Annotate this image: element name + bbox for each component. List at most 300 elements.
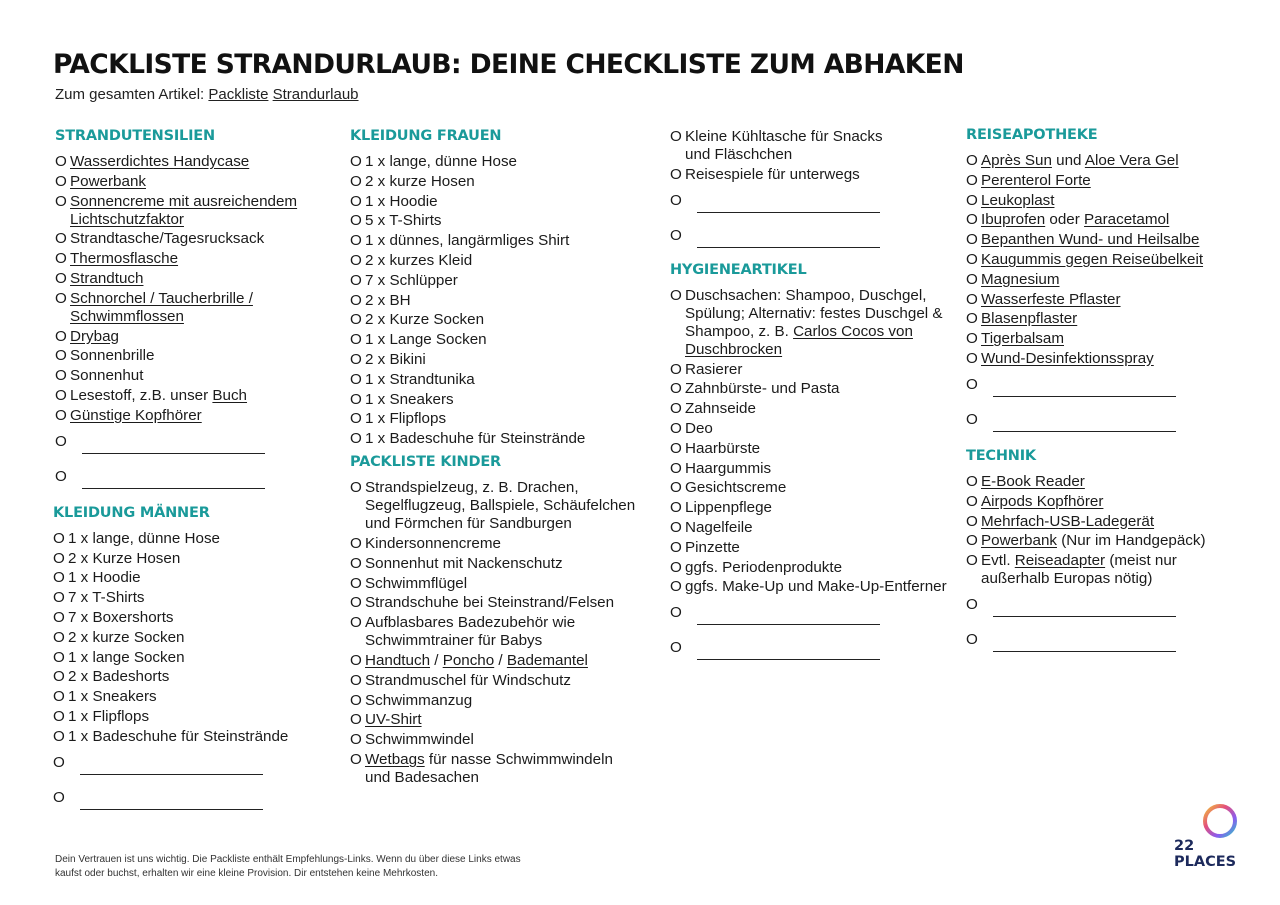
affiliate-link[interactable]: Thermosflasche (70, 250, 179, 268)
checklist-item (55, 367, 317, 385)
checklist-item (350, 232, 640, 250)
checklist-item (350, 351, 640, 369)
checkbox-marker[interactable]: O (350, 554, 362, 572)
checklist-item (350, 292, 640, 310)
write-in-line[interactable] (697, 659, 880, 660)
checklist-item (966, 251, 1226, 269)
checklist-item (55, 347, 317, 365)
affiliate-link[interactable]: Leukoplast (981, 191, 1055, 209)
checkbox-marker[interactable]: O (350, 671, 362, 689)
checklist-item (670, 499, 952, 517)
checkbox-marker[interactable]: O (670, 360, 682, 378)
item-text: / (430, 651, 443, 669)
checklist-item (350, 391, 640, 409)
item-text: / (494, 651, 507, 669)
checklist (55, 153, 317, 489)
affiliate-link[interactable]: Bademantel (506, 651, 588, 669)
item-text: 2 x Kurze Hosen (68, 549, 181, 567)
affiliate-link[interactable]: Après Sun (981, 152, 1052, 169)
affiliate-link[interactable]: Perenterol Forte (981, 171, 1091, 189)
checklist-item (350, 331, 640, 349)
checklist-item (55, 290, 317, 326)
item-text: Kindersonnencreme (365, 534, 501, 552)
item-text: 1 x Hoodie (68, 569, 141, 587)
checkbox-marker[interactable]: O (966, 330, 978, 348)
checkbox-marker[interactable]: O (350, 574, 362, 592)
section-heading: HYGIENEARTIKEL (670, 261, 807, 278)
checklist-item (53, 530, 303, 548)
checklist-item (53, 629, 303, 647)
item-text: ggfs. Periodenprodukte (685, 558, 843, 576)
section-hygieneartikel (670, 262, 970, 661)
item-text: Deo (685, 419, 713, 437)
brand-logo-text (1174, 838, 1236, 870)
checkbox-marker[interactable]: O (670, 286, 682, 304)
checklist-item (350, 410, 640, 428)
checklist-item (966, 350, 1226, 368)
checklist-item (966, 493, 1226, 511)
checklist-item (53, 668, 303, 686)
checkbox-marker[interactable]: O (55, 230, 67, 248)
blank-checklist-line (966, 376, 1226, 397)
column-3 (670, 128, 970, 676)
checklist-item (350, 692, 638, 710)
checkbox-marker[interactable]: O (966, 512, 978, 530)
affiliate-link[interactable]: Wetbags (365, 750, 425, 768)
checklist-item (966, 473, 1226, 491)
checkbox-marker[interactable]: O (350, 311, 362, 329)
checklist-item (55, 270, 317, 288)
checkbox-marker[interactable]: O (966, 152, 978, 169)
write-in-line[interactable] (82, 488, 265, 489)
checkbox-marker[interactable]: O (670, 558, 682, 576)
checkbox-marker[interactable]: O (55, 192, 67, 210)
affiliate-link[interactable]: Schnorchel / Taucherbrille / Schwimmflossen (70, 289, 253, 325)
item-text: Sonnenhut (70, 367, 144, 385)
checkbox-marker[interactable]: O (55, 386, 67, 404)
item-text: Aufblasbares Badezubehör wie Schwimmtrainer für Babys (365, 614, 576, 650)
checklist-item (350, 430, 640, 448)
checklist (53, 530, 303, 810)
checkbox-marker[interactable]: O (55, 367, 67, 385)
item-text: 2 x Badeshorts (68, 668, 170, 686)
checklist-item (53, 589, 303, 607)
checkbox-marker[interactable]: O (670, 639, 682, 657)
checklist-item (670, 361, 952, 379)
checklist (670, 287, 952, 661)
checklist-item (55, 250, 317, 268)
item-text: 1 x Badeschuhe für Steinstrände (68, 727, 289, 745)
column-2 (350, 128, 650, 803)
checkbox-marker[interactable]: O (966, 410, 978, 428)
article-link-strandurlaub[interactable]: Strandurlaub (272, 86, 359, 103)
checkbox-marker[interactable]: O (966, 290, 978, 308)
checklist-item (670, 128, 900, 164)
item-text: 1 x Strandtunika (365, 370, 475, 388)
affiliate-link[interactable]: Mehrfach-USB-Ladegerät (981, 512, 1155, 530)
checkbox-marker[interactable]: O (55, 172, 67, 190)
affiliate-link[interactable]: Powerbank (981, 532, 1057, 550)
checklist-item (670, 559, 952, 577)
item-text: 7 x Schlüpper (365, 271, 458, 289)
article-link-line (55, 86, 359, 103)
item-text: 1 x Lange Socken (365, 331, 487, 349)
affiliate-link[interactable]: Wund-Desinfektionsspray (981, 349, 1154, 367)
item-text: 2 x kurze Hosen (365, 172, 475, 190)
checklist-item (966, 291, 1226, 309)
write-in-line[interactable] (697, 212, 880, 213)
write-in-line[interactable] (993, 651, 1176, 652)
section-reiseapotheke (966, 127, 1266, 432)
checklist (350, 153, 640, 448)
checkbox-marker[interactable]: O (350, 232, 362, 250)
checkbox-marker[interactable]: O (350, 430, 362, 448)
checklist-item (350, 479, 638, 533)
checklist-item (53, 609, 303, 627)
item-text: 5 x T-Shirts (365, 212, 442, 230)
checklist-item (670, 479, 952, 497)
checkbox-marker[interactable]: O (670, 191, 682, 209)
checkbox-marker[interactable]: O (966, 596, 978, 614)
item-text: 1 x Flipflops (68, 707, 150, 725)
affiliate-link[interactable]: Handtuch (365, 651, 431, 669)
checklist-item (670, 460, 952, 478)
section-strandutensilien (55, 128, 355, 489)
checkbox-marker[interactable]: O (670, 518, 682, 536)
checkbox-marker[interactable]: O (966, 191, 978, 209)
item-text: für nasse Schwimmwindeln und Badesachen (365, 750, 613, 786)
checkbox-marker[interactable]: O (55, 269, 67, 287)
item-text: 1 x Sneakers (365, 390, 454, 408)
item-text: 1 x Badeschuhe für Steinstrände (365, 430, 586, 448)
checkbox-marker[interactable]: O (670, 538, 682, 556)
checklist-item (55, 387, 317, 405)
checklist-item (670, 380, 952, 398)
write-in-line[interactable] (993, 396, 1176, 397)
checkbox-marker[interactable]: O (350, 153, 362, 170)
item-text: 1 x Flipflops (365, 410, 447, 428)
column-4 (966, 127, 1266, 668)
write-in-line[interactable] (993, 431, 1176, 432)
affiliate-disclaimer: Dein Vertrauen ist uns wichtig. Die Packliste enthält Empfehlungs-Links. Wenn du über diese Links etwas kaufst oder buchst, erhalten wir eine kleine Provision. Dir entstehen keine Mehrkosten. (55, 854, 521, 879)
affiliate-link[interactable]: Strandtuch (70, 269, 144, 287)
item-text: Gesichtscreme (685, 479, 787, 497)
checkbox-marker[interactable]: O (966, 270, 978, 288)
checklist-item (55, 193, 317, 229)
item-text: 7 x Boxershorts (68, 608, 174, 626)
section-heading: STRANDUTENSILIEN (55, 128, 215, 144)
article-link-packliste[interactable]: Packliste (208, 86, 269, 103)
affiliate-link[interactable]: Paracetamol (1084, 211, 1170, 229)
checklist-item (55, 153, 317, 171)
checklist-item (966, 271, 1226, 289)
checkbox-marker[interactable]: O (966, 231, 978, 249)
item-text: Reisespiele für unterwegs (685, 165, 860, 183)
checklist-item (670, 287, 952, 359)
checkbox-marker[interactable]: O (53, 668, 65, 686)
checklist-item (670, 400, 952, 418)
item-text: oder (1045, 211, 1085, 229)
blank-checklist-line (53, 754, 303, 775)
section-heading: PACKLISTE KINDER (350, 454, 501, 471)
checkbox-marker[interactable]: O (350, 410, 362, 428)
checklist-item (53, 708, 303, 726)
page-title: PACKLISTE STRANDURLAUB: DEINE CHECKLISTE ZUM ABHAKEN (53, 49, 964, 80)
checkbox-marker[interactable]: O (350, 750, 362, 768)
checklist-item (966, 231, 1226, 249)
write-in-line[interactable] (697, 247, 880, 248)
checkbox-marker[interactable]: O (53, 628, 65, 646)
checkbox-marker[interactable]: O (350, 711, 362, 729)
checkbox-marker[interactable]: O (53, 688, 65, 706)
checkbox-marker[interactable]: O (670, 419, 682, 437)
column-1 (55, 128, 355, 826)
affiliate-link[interactable]: Poncho (442, 651, 495, 669)
checkbox-marker[interactable]: O (350, 731, 362, 749)
checklist-item (53, 728, 303, 746)
checkbox-marker[interactable]: O (350, 534, 362, 552)
checklist-item (966, 532, 1226, 550)
checklist-item (350, 731, 638, 749)
checkbox-marker[interactable]: O (350, 350, 362, 368)
blank-checklist-line (966, 411, 1226, 432)
checklist-item (670, 166, 900, 184)
checkbox-marker[interactable]: O (53, 727, 65, 745)
affiliate-link[interactable]: Sonnencreme mit ausreichendem Lichtschutzfaktor (70, 192, 298, 228)
affiliate-link[interactable]: Carlos Cocos von Duschbrocken (685, 322, 913, 358)
section-technik (966, 448, 1266, 652)
affiliate-link[interactable]: Wasserdichtes Handycase (70, 153, 250, 170)
item-text: Strandmuschel für Windschutz (365, 671, 571, 689)
section-packliste-kinder (350, 454, 650, 787)
section-heading: KLEIDUNG MÄNNER (53, 504, 210, 521)
checkbox-marker[interactable]: O (670, 479, 682, 497)
checkbox-marker[interactable]: O (350, 192, 362, 210)
item-text: Strandtasche/Tagesrucksack (70, 230, 265, 248)
checkbox-marker[interactable]: O (966, 492, 978, 510)
checkbox-marker[interactable]: O (350, 370, 362, 388)
checklist-item (350, 371, 640, 389)
checkbox-marker[interactable]: O (55, 432, 67, 450)
checkbox-marker[interactable]: O (350, 212, 362, 230)
checkbox-marker[interactable]: O (966, 250, 978, 268)
checkbox-marker[interactable]: O (53, 753, 65, 771)
checkbox-marker[interactable]: O (55, 327, 67, 345)
blank-checklist-line (53, 789, 303, 810)
item-text: Haargummis (685, 459, 772, 477)
section-heading: TECHNIK (966, 447, 1036, 464)
checklist-item (350, 153, 640, 171)
checklist-item (55, 230, 317, 248)
checklist-item (966, 211, 1226, 229)
item-text: 2 x Kurze Socken (365, 311, 485, 329)
item-text: Duschsachen: Shampoo, Duschgel, Spülung; Alternativ: festes Duschgel & Shampoo, z. B. (685, 286, 943, 340)
affiliate-link[interactable]: E-Book Reader (981, 472, 1085, 490)
item-text: 2 x BH (365, 291, 411, 309)
checklist-item (670, 578, 952, 596)
checkbox-marker[interactable]: O (55, 250, 67, 268)
item-text: 2 x kurze Socken (68, 628, 185, 646)
affiliate-link[interactable]: Magnesium (981, 270, 1060, 288)
checkbox-marker[interactable]: O (55, 467, 67, 485)
affiliate-link[interactable]: Ibuprofen (981, 211, 1046, 229)
affiliate-link[interactable]: Kaugummis gegen Reiseübelkeit (981, 250, 1204, 268)
checkbox-marker[interactable]: O (966, 552, 978, 570)
checklist (966, 152, 1226, 432)
checkbox-marker[interactable]: O (670, 226, 682, 244)
checkbox-marker[interactable]: O (350, 291, 362, 309)
checklist-item (350, 311, 640, 329)
item-text: Strandschuhe bei Steinstrand/Felsen (365, 594, 615, 612)
checkbox-marker[interactable]: O (670, 165, 682, 183)
blank-checklist-line (670, 227, 900, 248)
checkbox-marker[interactable]: O (53, 529, 65, 547)
affiliate-link[interactable]: Blasenpflaster (981, 310, 1078, 328)
item-text: Kleine Kühltasche für Snacks und Fläschchen (685, 128, 883, 163)
checklist-item (350, 173, 640, 191)
checklist-item (350, 212, 640, 230)
item-text: Schwimmflügel (365, 574, 468, 592)
affiliate-link[interactable]: Reiseadapter (1014, 552, 1106, 570)
item-text: Schwimmwindel (365, 731, 474, 749)
checkbox-marker[interactable]: O (53, 707, 65, 725)
checklist-item (350, 614, 638, 650)
checkbox-marker[interactable]: O (966, 631, 978, 649)
checkbox-marker[interactable]: O (966, 211, 978, 229)
write-in-line[interactable] (80, 774, 263, 775)
checkbox-marker[interactable]: O (55, 153, 67, 170)
checklist (670, 128, 900, 248)
affiliate-link[interactable]: Drybag (70, 327, 119, 345)
checkbox-marker[interactable]: O (966, 472, 978, 490)
checkbox-marker[interactable]: O (55, 289, 67, 307)
affiliate-link[interactable]: Bepanthen Wund- und Heilsalbe (981, 231, 1200, 249)
checkbox-marker[interactable]: O (670, 439, 682, 457)
checklist-item (55, 328, 317, 346)
item-text: 1 x lange Socken (68, 648, 185, 666)
blank-checklist-line (670, 604, 952, 625)
checkbox-marker[interactable]: O (670, 499, 682, 517)
section-heading: KLEIDUNG FRAUEN (350, 128, 502, 144)
checkbox-marker[interactable]: O (670, 578, 682, 596)
checklist-item (350, 272, 640, 290)
item-text: Strandspielzeug, z. B. Drachen, Segelflugzeug, Ballspiele, Schäufelchen und Förmchen für Sandburgen (365, 479, 636, 533)
checkbox-marker[interactable]: O (670, 459, 682, 477)
item-text: (meist nur außerhalb Europas nötig) (981, 552, 1177, 588)
checklist-item (966, 552, 1226, 588)
item-text: Zahnseide (685, 400, 756, 418)
checkbox-marker[interactable]: O (966, 171, 978, 189)
item-text: und (1051, 152, 1085, 169)
checklist (966, 473, 1226, 652)
checklist-item (350, 672, 638, 690)
affiliate-link[interactable]: Wasserfeste Pflaster (981, 290, 1121, 308)
item-text: Rasierer (685, 360, 743, 378)
brand-logo-line1: 22 (1174, 838, 1195, 854)
item-text: Sonnenbrille (70, 347, 155, 365)
affiliate-link[interactable]: Tigerbalsam (981, 330, 1064, 348)
checkbox-marker[interactable]: O (966, 310, 978, 328)
item-text: Schwimmanzug (365, 691, 473, 709)
checkbox-marker[interactable]: O (53, 569, 65, 587)
checkbox-marker[interactable]: O (53, 549, 65, 567)
checklist-item (966, 172, 1226, 190)
checkbox-marker[interactable]: O (670, 604, 682, 622)
item-text: 1 x dünnes, langärmliges Shirt (365, 232, 570, 250)
affiliate-link[interactable]: Aloe Vera Gel (1084, 152, 1179, 169)
write-in-line[interactable] (697, 624, 880, 625)
checkbox-marker[interactable]: O (350, 271, 362, 289)
checkbox-marker[interactable]: O (670, 128, 682, 145)
checkbox-marker[interactable]: O (350, 390, 362, 408)
checkbox-marker[interactable]: O (966, 349, 978, 367)
checklist-item (350, 535, 638, 553)
affiliate-link[interactable]: Buch (212, 386, 248, 404)
checkbox-marker[interactable]: O (966, 532, 978, 550)
checkbox-marker[interactable]: O (350, 691, 362, 709)
item-text: 1 x lange, dünne Hose (365, 153, 517, 170)
checklist-item (670, 539, 952, 557)
checkbox-marker[interactable]: O (53, 648, 65, 666)
checklist-item (350, 652, 638, 670)
item-text: 1 x Hoodie (365, 192, 438, 210)
checklist-item (350, 711, 638, 729)
affiliate-link[interactable]: UV-Shirt (365, 711, 422, 729)
checkbox-marker[interactable]: O (350, 251, 362, 269)
checklist-item (55, 407, 317, 425)
checkbox-marker[interactable]: O (350, 172, 362, 190)
checkbox-marker[interactable]: O (670, 380, 682, 398)
checkbox-marker[interactable]: O (55, 347, 67, 365)
checklist-item (966, 192, 1226, 210)
checklist-item (966, 152, 1226, 170)
item-text: (Nur im Handgepäck) (1056, 532, 1206, 550)
affiliate-link[interactable]: Günstige Kopfhörer (70, 406, 202, 424)
section-kleidung-maenner (53, 505, 355, 810)
affiliate-link[interactable]: Powerbank (70, 172, 146, 190)
item-text: Sonnenhut mit Nackenschutz (365, 554, 563, 572)
checklist-item (670, 440, 952, 458)
item-text: 1 x lange, dünne Hose (68, 529, 220, 547)
checklist-item (350, 594, 638, 612)
item-text: Lesestoff, z.B. unser (70, 386, 213, 404)
checklist-item (350, 252, 640, 270)
affiliate-link[interactable]: Airpods Kopfhörer (981, 492, 1104, 510)
write-in-line[interactable] (993, 616, 1176, 617)
write-in-line[interactable] (82, 453, 265, 454)
brand-logo-line2: PLACES (1174, 854, 1237, 870)
checkbox-marker[interactable]: O (350, 614, 362, 632)
checkbox-marker[interactable]: O (55, 406, 67, 424)
checkbox-marker[interactable]: O (350, 651, 362, 669)
checkbox-marker[interactable]: O (53, 608, 65, 626)
write-in-line[interactable] (80, 809, 263, 810)
checkbox-marker[interactable]: O (670, 400, 682, 418)
blank-checklist-line (966, 596, 1226, 617)
checkbox-marker[interactable]: O (350, 479, 362, 497)
item-text: Zahnbürste- und Pasta (685, 380, 840, 398)
checkbox-marker[interactable]: O (350, 594, 362, 612)
checklist-item (670, 420, 952, 438)
checklist-item (350, 751, 638, 787)
item-text: Pinzette (685, 538, 740, 556)
blank-checklist-line (55, 468, 317, 489)
checkbox-marker[interactable]: O (966, 375, 978, 393)
blank-checklist-line (55, 433, 317, 454)
checkbox-marker[interactable]: O (53, 788, 65, 806)
checkbox-marker[interactable]: O (53, 589, 65, 607)
checkbox-marker[interactable]: O (350, 331, 362, 349)
